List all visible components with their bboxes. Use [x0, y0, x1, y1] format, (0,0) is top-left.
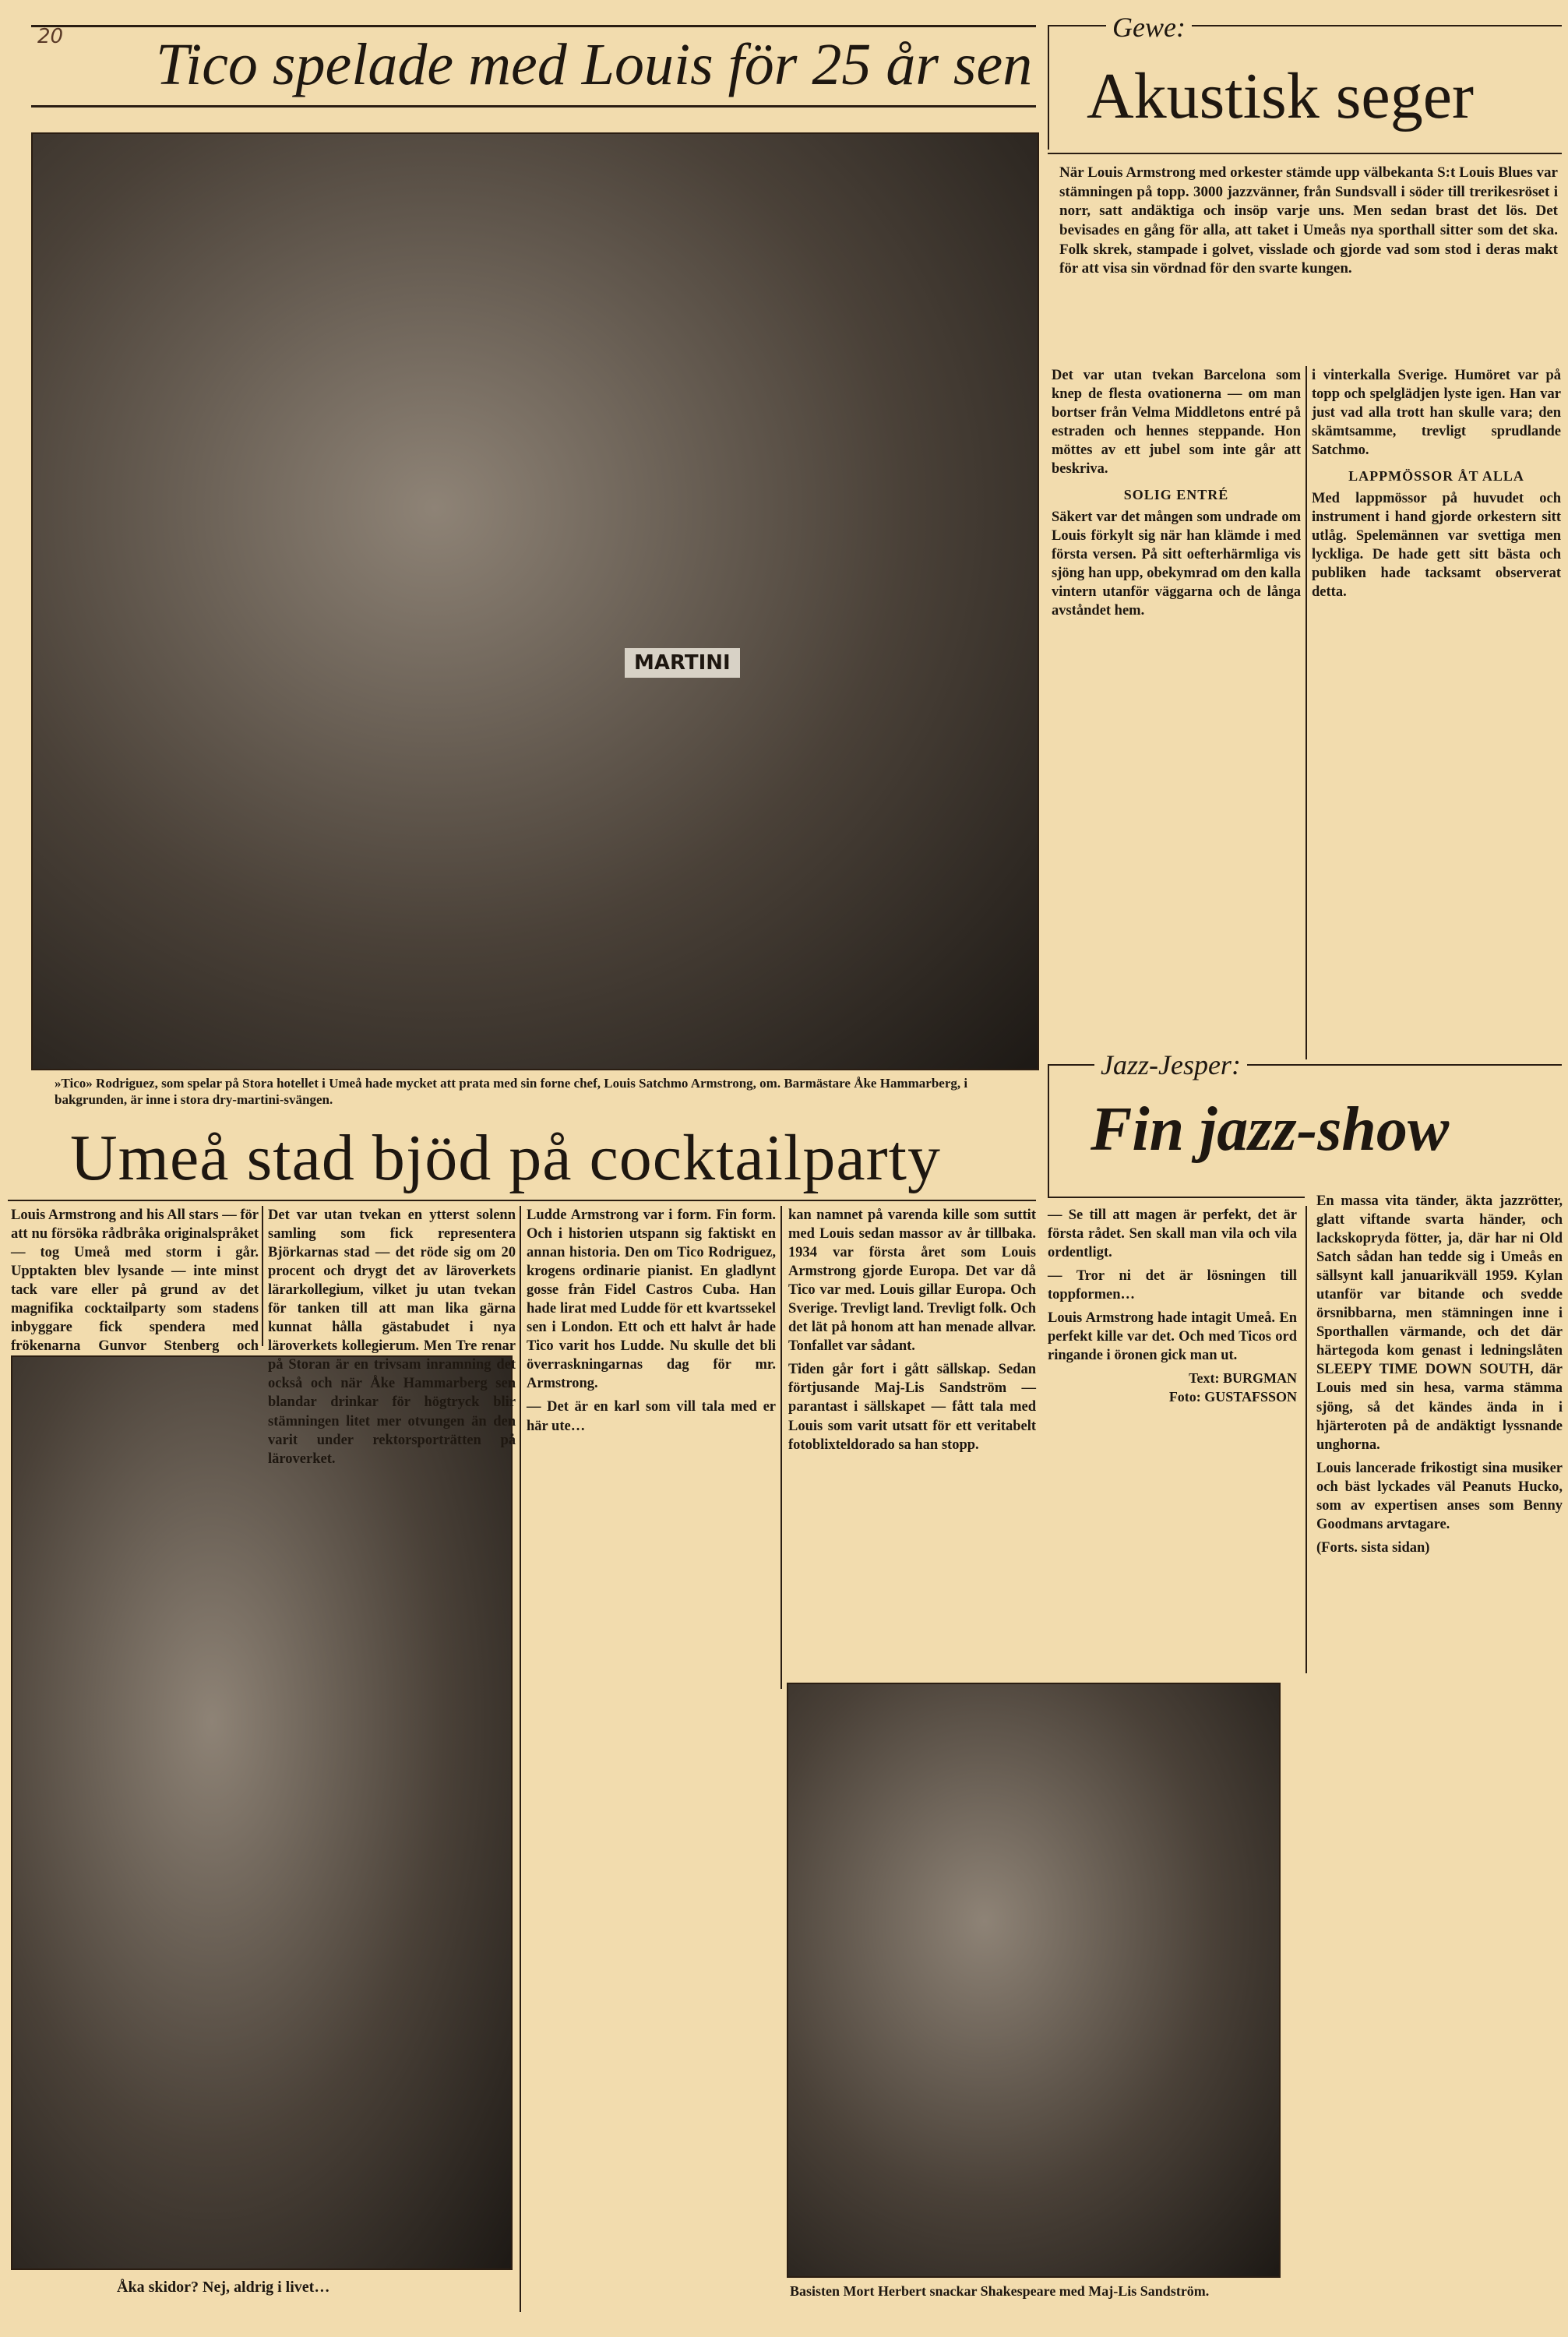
rule-col2	[520, 1206, 521, 2312]
lead-text: När Louis Armstrong med orkester stämde upp välbekanta S:t Louis Blues var stämningen på topp. 3000 jazzvänner, från Sundsvall i söder till trerikesröset i norr, satt andäktiga och insöp varje uns. Men sedan brast det lös. Det bevisades en gång för alla, att taket i Umeås nya sporthall sitter som det ska. Folk skrek, stampade i golvet, visslade och gjorde vad som stod i deras makt för att visa sin vördnad för den svarte kungen.	[1059, 164, 1558, 277]
lead-akustisk	[1059, 164, 1558, 284]
photo-armstrong-portrait	[11, 1355, 513, 2270]
credit-text: Text: BURGMAN	[1189, 1370, 1297, 1387]
col3-text: Ludde Armstrong var i form. Fin form. Och i historien utspann sig faktiskt en annan historia. Den om Tico Rodriguez, krogens ordinarie pianist. En gladlynt gosse från Fidel Castros Cuba. Han hade lirat med Ludde för ett kvartssekel sen i London. Ett och ett halvt år hade Tico varit hos Ludde. Nu skulle det bli överraskningarnas dag för mr. Armstrong.	[527, 1207, 776, 1392]
headline-box-left	[31, 25, 1036, 108]
rule-right-box	[1048, 25, 1049, 150]
colB2-text: Med lappmössor på huvudet och instrument i hand gjorde orkestern sitt utlåg. Spelemännen var svettiga men lyckliga. De hade gett sitt bästa och publiken hade tacksamt observerat detta.	[1312, 490, 1561, 600]
col5c-text: Louis Armstrong hade intagit Umeå. En perfekt kille var det. Och med Ticos ord ringande i öronen gick man ut.	[1048, 1310, 1297, 1364]
rule-jazz-bottom	[1048, 1197, 1305, 1198]
column-2	[268, 1206, 516, 1473]
column-intro	[11, 1206, 259, 1379]
rule-col5	[1305, 1206, 1307, 1673]
headline-fin-jazz-show: Fin jazz-show	[1091, 1095, 1450, 1164]
col5b-text: — Tror ni det är lösningen till toppformen…	[1048, 1268, 1297, 1303]
colB-text: i vinterkalla Sverige. Humöret var på topp och spelglädjen lyste igen. Han var just vad alla trott han skulle vara; den skämtsamme, trevligt sprudlande Satchmo.	[1312, 368, 1561, 459]
page-number: 20	[37, 25, 64, 48]
rule-under-akustisk	[1048, 153, 1562, 154]
rule-col-a	[1305, 366, 1307, 1059]
subhead-lappmossor: LAPPMÖSSOR ÅT ALLA	[1348, 468, 1524, 485]
photo-bar-scene	[31, 132, 1039, 1070]
column-a	[1052, 366, 1301, 625]
col6c-text: (Forts. sista sidan)	[1316, 1539, 1430, 1556]
col4-text: kan namnet på varenda kille som suttit med Louis sedan massor av år tillbaka. 1934 var första året som Louis Armstrong gjorde Europa. Det var då Tico var med. Louis gillar Europa. Och Sverige. Trevligt land. Trevligt folk. Och det lät på honom att han menade allvar. Tonfallet var sådant.	[788, 1207, 1036, 1355]
kicker-jazz-jesper: Jazz-Jesper:	[1094, 1049, 1247, 1081]
rule-jazz-left	[1048, 1064, 1049, 1197]
col5-text: — Se till att magen är perfekt, det är första rådet. Sen skall man vila och vila ordentligt.	[1048, 1207, 1297, 1261]
column-3	[527, 1206, 776, 1440]
rule-col3	[780, 1206, 782, 1689]
photo-sign-martini: MARTINI	[625, 648, 740, 678]
col6b-text: Louis lancerade frikostigt sina musiker och bäst lyckades väl Peanuts Hucko, som av expertisen anses som Benny Goodmans arvtagare.	[1316, 1460, 1563, 1532]
photo-herbert-sandstrom	[787, 1683, 1281, 2278]
column-6	[1316, 1192, 1563, 1562]
kicker-gewe: Gewe:	[1106, 11, 1192, 44]
col2-text: Det var utan tvekan en ytterst solenn samling som fick representera Björkarnas stad — det röde sig om 20 procent och drygt det av läroverkets lärarkollegium, vilket ju utan tvekan för tanken till att man lika gärna kunnat hålla gästabudet i nya läroverkets kollegierum. Men Tre renar på Storan är en trivsam inramning det också och när Åke Hammarberg sen blandar drinkar för högtryck blir stämningen litet mer otvungen än den varit under rektorsporträtten på läroverket.	[268, 1207, 516, 1467]
headline-akustisk: Akustisk seger	[1087, 60, 1474, 132]
photo3-caption: Basisten Mort Herbert snackar Shakespeare med Maj-Lis Sandström.	[790, 2283, 1210, 2299]
photo2-caption: Åka skidor? Nej, aldrig i livet…	[117, 2279, 330, 2296]
column-4	[788, 1206, 1036, 1459]
col4b-text: Tiden går fort i gått sällskap. Sedan förtjusande Maj-Lis Sandström — parantast i sällskapet — fått tala med Louis som varit utsatt för ett veritabelt fotoblixteldorado sa han stopp.	[788, 1362, 1036, 1453]
column-5	[1048, 1206, 1297, 1406]
colA2-text: Säkert var det mången som undrade om Louis förkylt sig när han klämde i med första versen. På sitt oefterhärmliga vis sjöng han upp, obekymrad om den kalla vintern utanför väggarna och de långa avståndet hem.	[1052, 509, 1301, 619]
headline-tico: Tico spelade med Louis för 25 år sen	[156, 32, 1033, 97]
rule-under-umea	[8, 1200, 1036, 1201]
column-b	[1312, 366, 1561, 606]
photo1-caption: »Tico» Rodriguez, som spelar på Stora hotellet i Umeå hade mycket att prata med sin forne chef, Louis Satchmo Armstrong, om. Barmästare Åke Hammarberg, i bakgrunden, är inne i stora dry-martini-svängen.	[55, 1076, 968, 1108]
subhead-solig: SOLIG ENTRÉ	[1123, 487, 1229, 503]
col6-text: En massa vita tänder, äkta jazzrötter, glatt viftande svarta händer, och lackskopryda fötter, ja, där har ni Old Satch sådan han tedde sig i Umeås en sällsynt kall januarikväll 1959. Kylan utanför var bitande och svedde örsnibbarna, men stämningen inne i Sporthallen värmande, och det där härtegoda kom genast i ledningslåten SLEEPY TIME DOWN SOUTH, där Louis med sin hesa, varma stämma sjöng, så det kändes ända in i hjärteroten på de andäktigt lyssnande unghorna.	[1316, 1193, 1563, 1453]
headline-umea: Umeå stad bjöd på cocktailparty	[70, 1122, 941, 1194]
intro-text: Louis Armstrong and his All stars — för att nu försöka rådbråka originalspråket — tog Umeå med storm i går. Upptakten blev lysande — inte minst tack vare eller på grund av det magnifika cocktailparty som stadens inbyggare fick spendera med frökenarna Gunvor Stenberg och	[11, 1207, 259, 1355]
colA-text: Det var utan tvekan Barcelona som knep de flesta ovationerna — om man bortser från Velma Middletons entré på estraden och hennes steppande. Hon möttes av ett jubel som inte går att beskriva.	[1052, 368, 1301, 478]
col3b-text: — Det är en karl som vill tala med er här ute…	[527, 1399, 776, 1434]
credit-foto: Foto: GUSTAFSSON	[1168, 1388, 1297, 1405]
rule-col1	[262, 1206, 263, 1346]
